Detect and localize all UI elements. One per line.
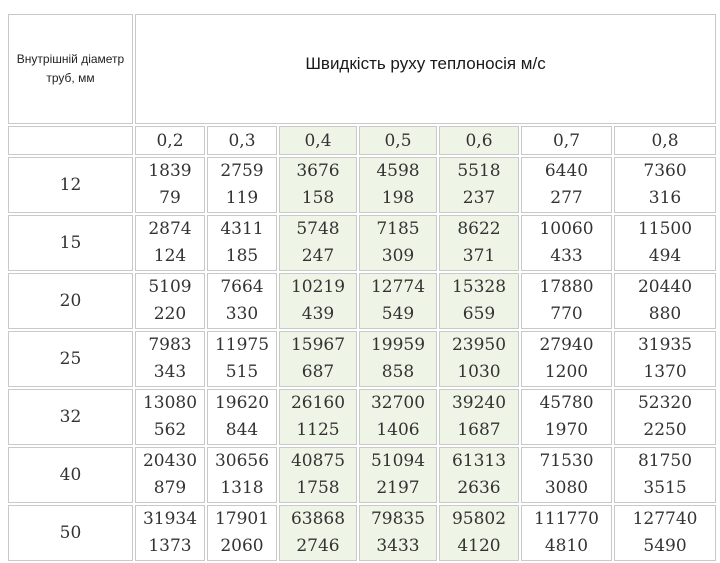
value-bottom: 2060 bbox=[220, 536, 264, 556]
speed-header-cell: 0,2 bbox=[135, 126, 205, 155]
value-cell bbox=[135, 389, 205, 445]
value-cell bbox=[614, 447, 716, 503]
value-bottom: 2746 bbox=[296, 536, 340, 556]
value-cell bbox=[439, 331, 519, 387]
value-cell bbox=[279, 273, 357, 329]
value-bottom: 79 bbox=[159, 188, 181, 208]
value-cell bbox=[614, 505, 716, 561]
value-bottom: 770 bbox=[550, 304, 583, 324]
value-bottom: 844 bbox=[225, 420, 259, 440]
table-row bbox=[8, 157, 716, 213]
value-bottom: 198 bbox=[381, 188, 415, 208]
speed-header-cell: 0,7 bbox=[521, 126, 612, 155]
value-cell bbox=[135, 157, 205, 213]
value-cell bbox=[207, 331, 277, 387]
value-cell bbox=[359, 273, 437, 329]
value-bottom: 316 bbox=[648, 188, 682, 208]
value-cell bbox=[135, 447, 205, 503]
value-bottom: 549 bbox=[381, 304, 415, 324]
value-top: 63868 bbox=[290, 509, 346, 529]
value-top: 79835 bbox=[370, 509, 426, 529]
value-top: 1839 bbox=[148, 161, 192, 181]
value-top: 17880 bbox=[539, 277, 594, 297]
table-row bbox=[8, 389, 716, 445]
value-cell bbox=[135, 331, 205, 387]
value-top: 7360 bbox=[643, 161, 687, 181]
value-top: 11975 bbox=[214, 335, 270, 355]
value-cell bbox=[614, 157, 716, 213]
value-bottom: 858 bbox=[381, 362, 415, 382]
value-cell bbox=[279, 505, 357, 561]
value-bottom: 343 bbox=[153, 362, 187, 382]
value-top: 4598 bbox=[376, 161, 420, 181]
value-bottom: 2250 bbox=[643, 420, 687, 440]
value-top: 15328 bbox=[451, 277, 507, 297]
value-cell bbox=[207, 157, 277, 213]
speed-row-label bbox=[8, 126, 133, 155]
diameter-cell: 25 bbox=[8, 331, 133, 387]
value-bottom: 247 bbox=[301, 246, 335, 266]
value-cell bbox=[279, 331, 357, 387]
value-top: 19620 bbox=[214, 393, 270, 413]
value-cell bbox=[359, 389, 437, 445]
value-bottom: 1687 bbox=[457, 420, 501, 440]
value-bottom: 3080 bbox=[544, 478, 589, 498]
value-cell bbox=[439, 389, 519, 445]
diameter-cell: 12 bbox=[8, 157, 133, 213]
value-top: 15967 bbox=[290, 335, 346, 355]
value-cell bbox=[359, 505, 437, 561]
value-top: 10219 bbox=[290, 277, 346, 297]
value-bottom: 5490 bbox=[643, 536, 687, 556]
value-bottom: 1970 bbox=[544, 420, 589, 440]
value-top: 31934 bbox=[142, 509, 198, 529]
value-cell bbox=[359, 331, 437, 387]
value-cell bbox=[135, 505, 205, 561]
value-top: 30656 bbox=[214, 451, 270, 471]
value-top: 13080 bbox=[142, 393, 198, 413]
value-cell bbox=[279, 157, 357, 213]
table-row bbox=[8, 273, 716, 329]
value-top: 6440 bbox=[544, 161, 589, 181]
value-bottom: 309 bbox=[381, 246, 415, 266]
value-cell bbox=[439, 505, 519, 561]
value-bottom: 494 bbox=[648, 246, 682, 266]
speed-header-cell: 0,4 bbox=[279, 126, 357, 155]
speed-header-cell: 0,6 bbox=[439, 126, 519, 155]
diameter-cell: 32 bbox=[8, 389, 133, 445]
value-bottom: 1373 bbox=[148, 536, 192, 556]
value-cell bbox=[614, 273, 716, 329]
value-top: 45780 bbox=[539, 393, 594, 413]
value-bottom: 2636 bbox=[457, 478, 501, 498]
value-top: 17901 bbox=[214, 509, 270, 529]
value-bottom: 659 bbox=[462, 304, 496, 324]
value-cell bbox=[207, 505, 277, 561]
table-row bbox=[8, 215, 716, 271]
value-bottom: 1200 bbox=[544, 362, 589, 382]
value-cell bbox=[614, 389, 716, 445]
value-top: 3676 bbox=[296, 161, 340, 181]
value-top: 20430 bbox=[142, 451, 198, 471]
value-bottom: 124 bbox=[153, 246, 187, 266]
value-top: 95802 bbox=[451, 509, 507, 529]
value-top: 7983 bbox=[148, 335, 192, 355]
value-top: 10060 bbox=[539, 219, 594, 239]
value-top: 52320 bbox=[637, 393, 693, 413]
value-cell bbox=[359, 447, 437, 503]
table-row bbox=[8, 505, 716, 561]
table-row bbox=[8, 447, 716, 503]
value-top: 5518 bbox=[457, 161, 501, 181]
diameter-cell: 20 bbox=[8, 273, 133, 329]
diameter-header: Внутрішній діаметр труб, мм bbox=[8, 14, 133, 124]
value-bottom: 158 bbox=[301, 188, 335, 208]
value-bottom: 3433 bbox=[376, 536, 420, 556]
value-top: 31935 bbox=[637, 335, 693, 355]
pipe-capacity-table bbox=[6, 12, 718, 563]
value-bottom: 4120 bbox=[457, 536, 501, 556]
value-top: 39240 bbox=[451, 393, 507, 413]
value-cell bbox=[521, 215, 612, 271]
value-cell bbox=[279, 215, 357, 271]
value-top: 40875 bbox=[290, 451, 346, 471]
value-bottom: 277 bbox=[550, 188, 583, 208]
diameter-cell: 15 bbox=[8, 215, 133, 271]
value-bottom: 1318 bbox=[220, 478, 264, 498]
value-cell bbox=[279, 389, 357, 445]
speed-row bbox=[8, 126, 716, 155]
value-top: 5748 bbox=[296, 219, 340, 239]
value-cell bbox=[207, 389, 277, 445]
value-cell bbox=[521, 157, 612, 213]
value-bottom: 371 bbox=[462, 246, 496, 266]
value-top: 12774 bbox=[370, 277, 426, 297]
value-cell bbox=[359, 215, 437, 271]
value-top: 71530 bbox=[539, 451, 594, 471]
value-cell bbox=[521, 331, 612, 387]
value-bottom: 1758 bbox=[296, 478, 340, 498]
value-cell bbox=[439, 447, 519, 503]
value-top: 61313 bbox=[451, 451, 507, 471]
value-cell bbox=[439, 215, 519, 271]
table-title: Швидкість руху теплоносія м/с bbox=[135, 14, 716, 124]
value-bottom: 562 bbox=[153, 420, 187, 440]
value-cell bbox=[521, 505, 612, 561]
value-bottom: 330 bbox=[225, 304, 259, 324]
value-cell bbox=[207, 447, 277, 503]
value-top: 81750 bbox=[637, 451, 693, 471]
value-top: 4311 bbox=[220, 219, 264, 239]
value-bottom: 1370 bbox=[643, 362, 687, 382]
value-bottom: 515 bbox=[225, 362, 259, 382]
header-row bbox=[8, 14, 716, 124]
value-bottom: 1406 bbox=[376, 420, 420, 440]
value-cell bbox=[521, 389, 612, 445]
value-bottom: 439 bbox=[301, 304, 335, 324]
value-top: 7664 bbox=[220, 277, 264, 297]
value-cell bbox=[614, 331, 716, 387]
value-bottom: 185 bbox=[225, 246, 259, 266]
value-bottom: 879 bbox=[153, 478, 187, 498]
value-cell bbox=[279, 447, 357, 503]
value-bottom: 2197 bbox=[376, 478, 420, 498]
value-cell bbox=[439, 157, 519, 213]
value-top: 7185 bbox=[376, 219, 420, 239]
value-cell bbox=[439, 273, 519, 329]
value-bottom: 4810 bbox=[544, 536, 589, 556]
table-row bbox=[8, 331, 716, 387]
value-top: 27940 bbox=[539, 335, 594, 355]
value-cell bbox=[521, 447, 612, 503]
value-top: 2874 bbox=[148, 219, 192, 239]
value-top: 5109 bbox=[148, 277, 192, 297]
value-bottom: 1125 bbox=[296, 420, 340, 440]
value-top: 23950 bbox=[451, 335, 507, 355]
value-bottom: 220 bbox=[153, 304, 187, 324]
speed-header-cell: 0,5 bbox=[359, 126, 437, 155]
value-top: 26160 bbox=[290, 393, 346, 413]
value-top: 19959 bbox=[370, 335, 426, 355]
value-cell bbox=[359, 157, 437, 213]
value-cell bbox=[135, 215, 205, 271]
value-top: 20440 bbox=[637, 277, 693, 297]
value-top: 111770 bbox=[534, 509, 599, 529]
value-bottom: 1030 bbox=[457, 362, 501, 382]
value-top: 2759 bbox=[220, 161, 264, 181]
value-cell bbox=[521, 273, 612, 329]
value-top: 8622 bbox=[457, 219, 501, 239]
value-bottom: 687 bbox=[301, 362, 335, 382]
value-top: 127740 bbox=[632, 509, 698, 529]
value-top: 51094 bbox=[370, 451, 426, 471]
value-bottom: 880 bbox=[648, 304, 682, 324]
value-bottom: 3515 bbox=[643, 478, 687, 498]
value-bottom: 433 bbox=[550, 246, 583, 266]
speed-header-cell: 0,8 bbox=[614, 126, 716, 155]
value-cell bbox=[614, 215, 716, 271]
diameter-cell: 50 bbox=[8, 505, 133, 561]
value-top: 11500 bbox=[637, 219, 693, 239]
speed-header-cell: 0,3 bbox=[207, 126, 277, 155]
value-top: 32700 bbox=[370, 393, 426, 413]
diameter-cell: 40 bbox=[8, 447, 133, 503]
value-bottom: 237 bbox=[462, 188, 496, 208]
value-cell bbox=[207, 273, 277, 329]
value-bottom: 119 bbox=[225, 188, 259, 208]
value-cell bbox=[135, 273, 205, 329]
value-cell bbox=[207, 215, 277, 271]
